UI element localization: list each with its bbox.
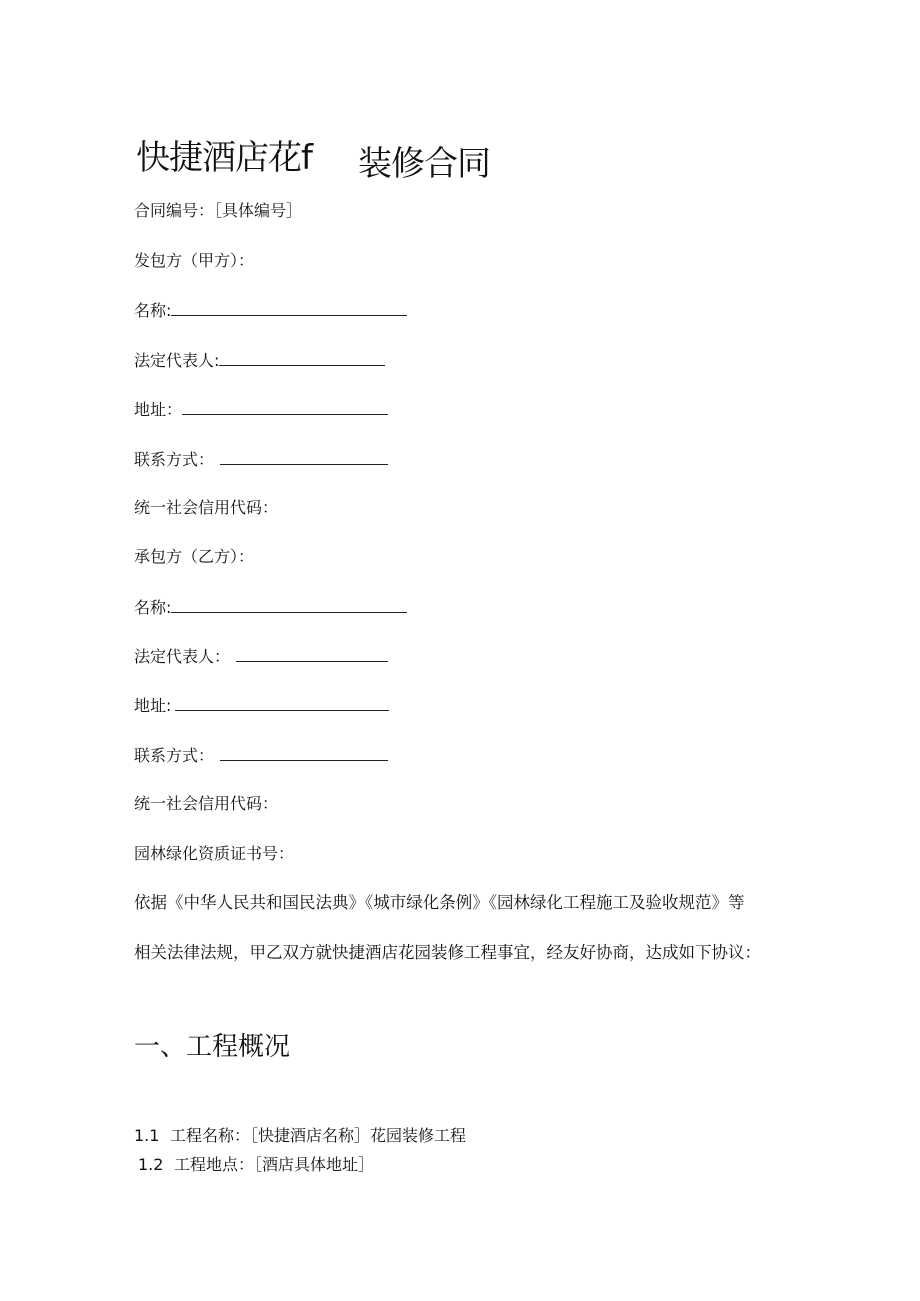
party-a-address-field (134, 398, 388, 421)
party-a-contact-blank (220, 448, 388, 465)
party-b-heading: 承包方（乙方）： (134, 547, 255, 566)
party-b-address-label: 地址: (134, 696, 172, 715)
party-b-name-label: 名称: (134, 598, 172, 617)
party-b-qualification: 园林绿化资质证书号： (134, 844, 295, 863)
party-a-address-label: 地址： (134, 400, 183, 419)
party-b-name-blank (171, 596, 407, 613)
party-a-name-field (134, 299, 407, 322)
party-a-legal-rep-label: 法定代表人: (134, 351, 220, 370)
document-title (136, 136, 490, 184)
item-text: 工程地点：［酒店具体地址］ (174, 1155, 375, 1174)
item-number: 1.2 (138, 1155, 164, 1174)
item-number: 1.1 (134, 1126, 160, 1145)
party-a-heading: 发包方（甲方）： (134, 251, 255, 270)
party-b-credit-code: 统一社会信用代码： (134, 794, 279, 813)
contract-number: 合同编号：［具体编号］ (134, 201, 303, 220)
item-text: 工程名称：［快捷酒店名称］花园装修工程 (170, 1126, 467, 1145)
party-b-legal-rep-field (134, 645, 388, 668)
section-item-1-2 (138, 1154, 374, 1176)
party-b-name-field (134, 596, 407, 619)
party-b-legal-rep-blank (236, 645, 388, 662)
preamble-line-1: 依据《中华人民共和国民法典》《城市绿化条例》《园林绿化工程施工及验收规范》等 (134, 893, 745, 912)
section-item-1-1 (134, 1125, 466, 1147)
party-a-name-blank (171, 299, 407, 316)
party-b-contact-label: 联系方式： (134, 746, 215, 765)
party-a-address-blank (182, 398, 388, 415)
party-a-contact-field (134, 448, 388, 471)
party-b-address-blank (175, 694, 389, 711)
party-a-contact-label: 联系方式： (134, 450, 215, 469)
party-b-contact-field (134, 744, 388, 767)
section-1-heading: 一、工程概况 (134, 1032, 291, 1062)
party-b-address-field (134, 694, 389, 717)
party-a-legal-rep-field (134, 349, 385, 372)
party-b-contact-blank (220, 744, 388, 761)
title-part-1: 快捷酒店花f (136, 138, 312, 178)
title-part-2: 装修合同 (357, 144, 490, 184)
party-b-legal-rep-label: 法定代表人： (134, 647, 231, 666)
preamble-line-2: 相关法律法规，甲乙双方就快捷酒店花园装修工程事宜，经友好协商，达成如下协议： (134, 943, 761, 962)
party-a-credit-code: 统一社会信用代码： (134, 498, 279, 517)
party-a-legal-rep-blank (219, 349, 385, 366)
party-a-name-label: 名称: (134, 301, 172, 320)
